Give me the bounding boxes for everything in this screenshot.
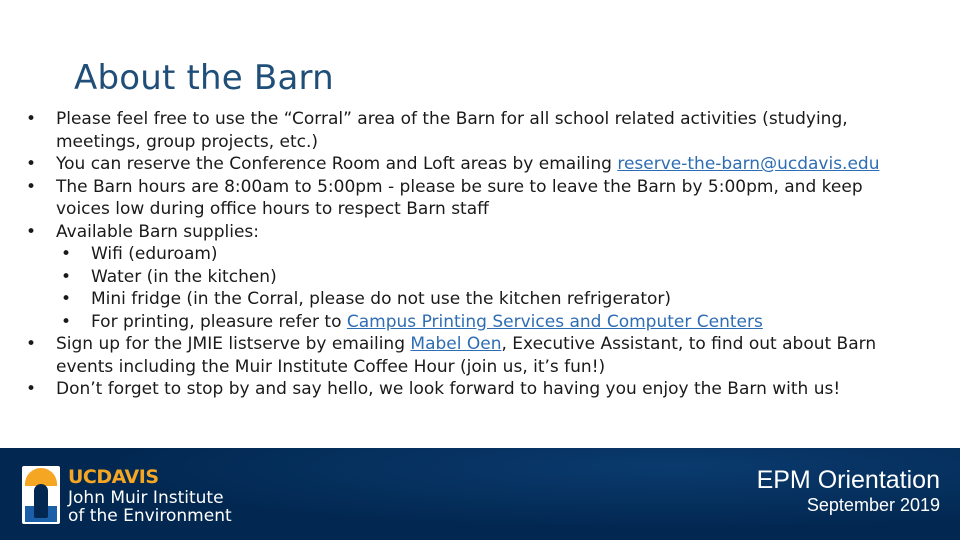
printing-services-link[interactable]: Campus Printing Services and Computer Centers <box>346 311 763 332</box>
bullet-icon: • <box>26 334 37 354</box>
bullet-icon: • <box>61 244 72 264</box>
list-item: • Please feel free to use the “Corral” area of the Barn for all school related activities (studying, meetings, group projects, etc.) <box>26 109 848 152</box>
sub-list-item: • For printing, pleasure refer to Campus Printing Services and Computer Centers <box>61 311 763 332</box>
event-date: September 2019 <box>806 495 940 515</box>
sub-list-item: • Mini fridge (in the Corral, please do not use the kitchen refrigerator) <box>61 289 672 309</box>
mabel-oen-link[interactable]: Mabel Oen <box>410 334 502 354</box>
bullet-icon: • <box>26 379 37 399</box>
institute-name-line1: John Muir Institute <box>68 488 224 508</box>
sub-list-item: • Water (in the kitchen) <box>61 266 277 287</box>
bullet-list <box>26 108 926 401</box>
list-item: • Available Barn supplies: <box>26 221 260 242</box>
bullet-icon: • <box>61 266 72 287</box>
ucdavis-wordmark: UCDAVIS <box>68 466 159 488</box>
bullet-icon: • <box>61 289 72 309</box>
institute-name-line2: of the Environment <box>68 506 232 526</box>
footer-banner <box>0 448 960 540</box>
list-item: • Don’t forget to stop by and say hello, we look forward to having you enjoy the Barn with us! <box>26 379 841 399</box>
bullet-icon: • <box>26 176 37 197</box>
muir-figure-logo-icon <box>22 466 60 524</box>
bullet-icon: • <box>61 311 72 332</box>
event-title: EPM Orientation <box>756 466 940 494</box>
sub-list-item: • Wifi (eduroam) <box>61 244 218 264</box>
bullet-icon: • <box>26 221 37 242</box>
list-item: • Sign up for the JMIE listserve by emailing Mabel Oen, Executive Assistant, to find out about Barn events including the Muir Institute Coffee Hour (join us, it’s fun!) <box>26 334 877 377</box>
bullet-icon: • <box>26 109 37 129</box>
slide-title: About the Barn <box>74 58 334 98</box>
list-item: • The Barn hours are 8:00am to 5:00pm - please be sure to leave the Barn by 5:00pm, and keep voices low during office hours to respect Barn staff <box>26 176 863 219</box>
bullet-icon: • <box>26 154 37 174</box>
list-item: • You can reserve the Conference Room and Loft areas by emailing reserve-the-barn@ucdavis.edu <box>26 154 880 174</box>
reserve-email-link[interactable]: reserve-the-barn@ucdavis.edu <box>617 154 880 174</box>
